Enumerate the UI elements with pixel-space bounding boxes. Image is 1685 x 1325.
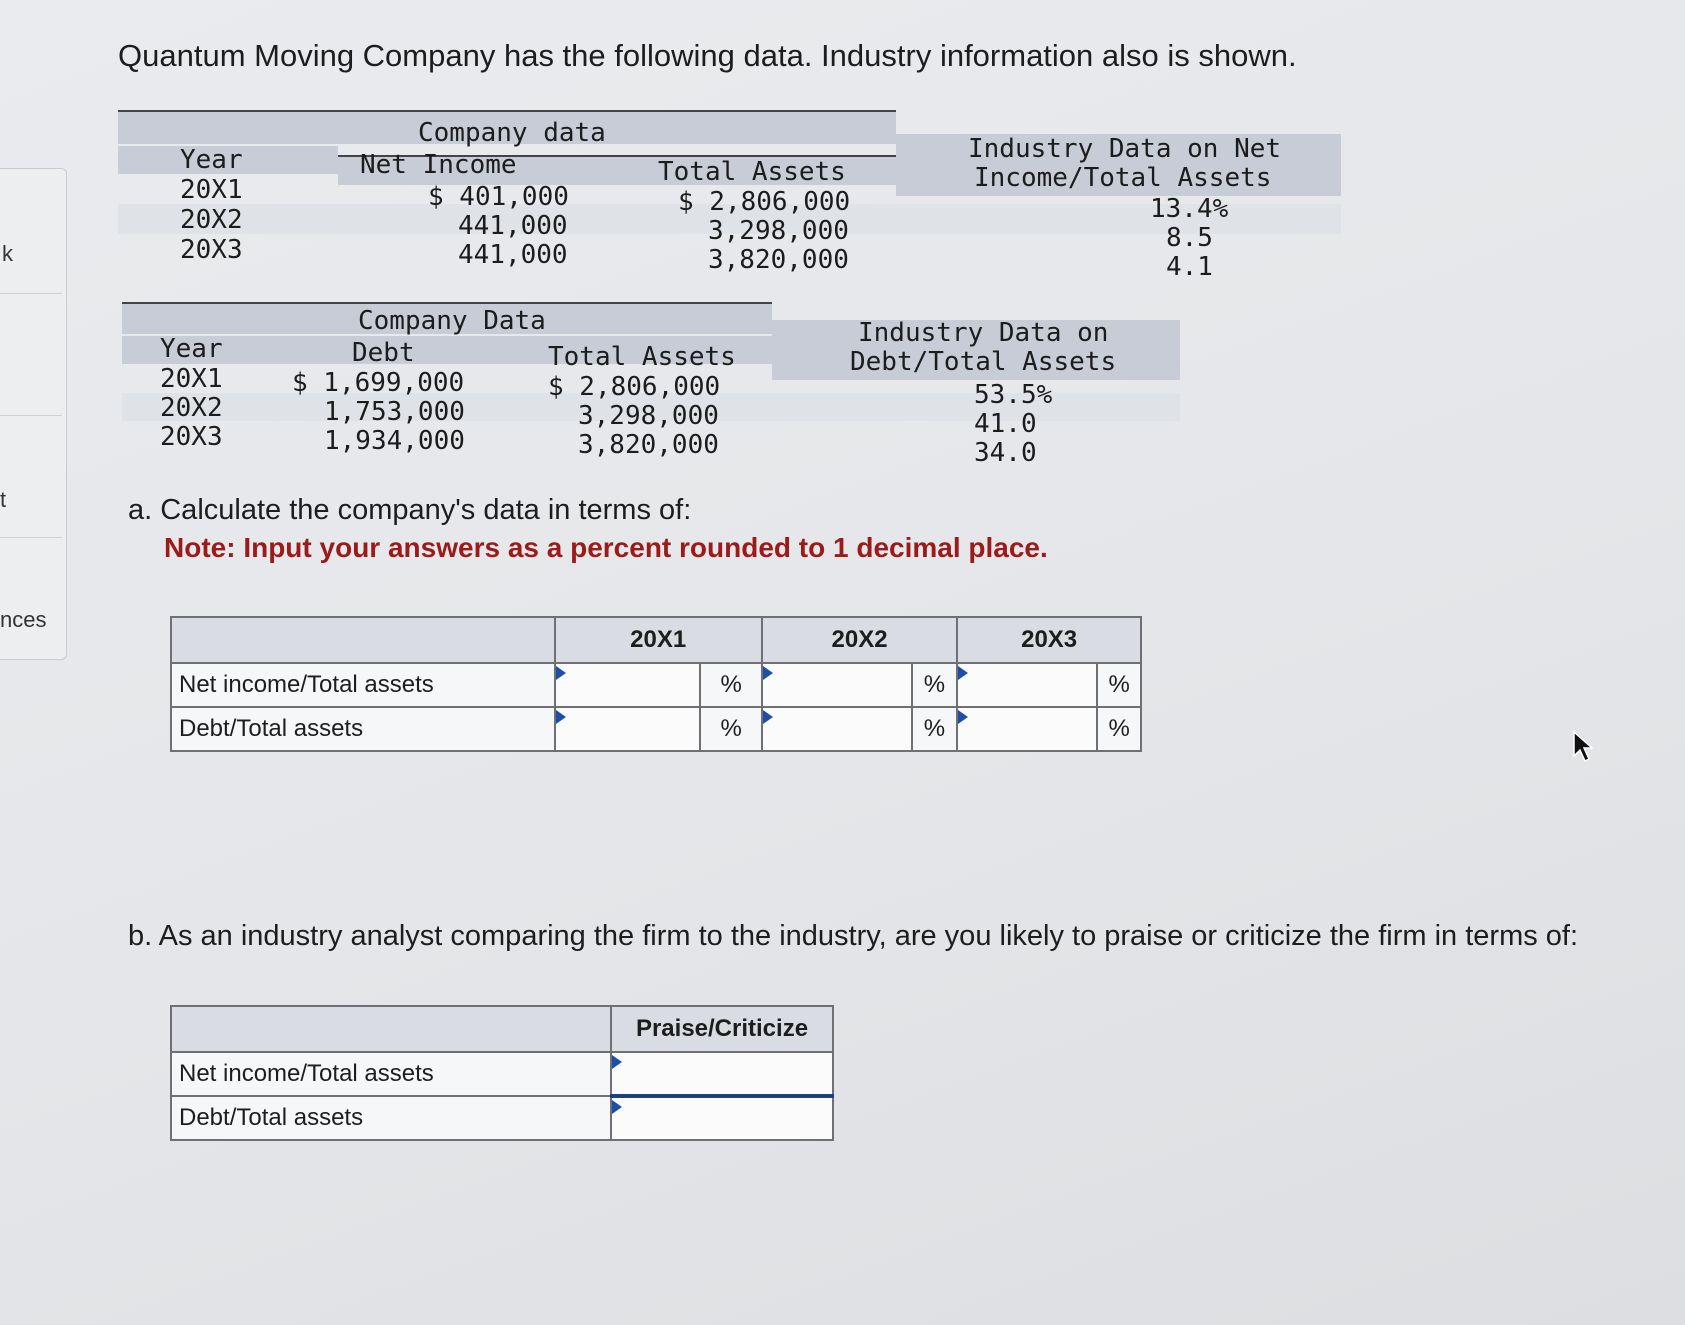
- answer-cell[interactable]: [611, 1052, 833, 1096]
- answer-cell[interactable]: [957, 663, 1097, 707]
- flag-marker-icon: [556, 666, 566, 680]
- total-assets-header: Total Assets: [548, 342, 736, 372]
- answer-cell[interactable]: [555, 663, 701, 707]
- row-label: Net income/Total assets: [171, 1052, 611, 1096]
- industry-header: Industry Data on: [858, 318, 1109, 348]
- part-a-note: Note: Input your answers as a percent rounded to 1 decimal place.: [164, 532, 1048, 563]
- debt-cell: 1,753,000: [324, 397, 465, 427]
- year-cell: 20X1: [180, 175, 243, 205]
- ratio-answer-table: [170, 616, 1142, 752]
- flag-marker-icon: [763, 666, 773, 680]
- total-assets-cell: 3,820,000: [578, 430, 719, 460]
- debt-total-assets-praise-criticize-select[interactable]: [612, 1099, 836, 1139]
- sidebar-divider: [0, 415, 62, 416]
- flag-marker-icon: [763, 710, 773, 724]
- flag-marker-icon: [612, 1055, 622, 1069]
- net-income-total-assets-20x2-input[interactable]: [763, 665, 915, 705]
- industry-header: Debt/Total Assets: [850, 347, 1117, 377]
- part-b-question: b. As an industry analyst comparing the firm to the industry, are you likely to praise or criticize the firm in terms of:: [128, 920, 1579, 952]
- debt-cell: 1,934,000: [324, 426, 465, 456]
- industry-cell: 53.5%: [974, 380, 1053, 410]
- row-label: Debt/Total assets: [171, 707, 555, 751]
- col-header-20x3: 20X3: [957, 617, 1141, 663]
- industry-cell: 13.4%: [1150, 194, 1229, 224]
- total-assets-cell: $ 2,806,000: [548, 372, 721, 402]
- net-income-cell: $ 401,000: [428, 182, 569, 212]
- net-income-total-assets-20x3-input[interactable]: [958, 665, 1100, 705]
- net-income-header: Net Income: [360, 150, 517, 180]
- row-label: Net income/Total assets: [171, 663, 555, 707]
- year-cell: 20X2: [180, 205, 243, 235]
- total-assets-cell: $ 2,806,000: [678, 187, 851, 217]
- flag-marker-icon: [958, 710, 968, 724]
- debt-header: Debt: [352, 338, 415, 368]
- col-header-praise-criticize: Praise/Criticize: [611, 1006, 833, 1052]
- industry-cell: 8.5: [1166, 223, 1213, 253]
- flag-marker-icon: [612, 1100, 622, 1114]
- percent-unit: %: [700, 663, 761, 707]
- debt-total-assets-20x1-input[interactable]: [556, 709, 704, 749]
- row-label: Debt/Total assets: [171, 1096, 611, 1140]
- total-assets-header: Total Assets: [658, 157, 846, 187]
- col-header-20x2: 20X2: [762, 617, 957, 663]
- net-income-cell: 441,000: [458, 211, 568, 241]
- answer-cell[interactable]: [555, 707, 701, 751]
- industry-cell: 4.1: [1166, 252, 1213, 282]
- company-data-header: Company Data: [358, 306, 546, 336]
- year-header: Year: [160, 334, 223, 364]
- percent-unit: %: [1097, 663, 1141, 707]
- flag-marker-icon: [556, 710, 566, 724]
- sidebar-divider: [0, 537, 62, 538]
- sidebar-divider: [0, 293, 62, 294]
- percent-unit: %: [700, 707, 761, 751]
- net-income-total-assets-praise-criticize-select[interactable]: [612, 1054, 836, 1094]
- company-data-header: Company data: [418, 118, 606, 148]
- problem-statement: Quantum Moving Company has the following data. Industry information also is shown.: [118, 38, 1297, 73]
- industry-cell: 41.0: [974, 409, 1037, 439]
- header-blank: [171, 1006, 611, 1052]
- year-cell: 20X3: [160, 422, 223, 452]
- net-income-cell: 441,000: [458, 240, 568, 270]
- praise-criticize-table: [170, 1005, 834, 1141]
- debt-cell: $ 1,699,000: [292, 368, 465, 398]
- total-assets-cell: 3,820,000: [708, 245, 849, 275]
- part-a-question: a. Calculate the company's data in terms of:: [128, 494, 692, 526]
- answer-cell[interactable]: [762, 707, 912, 751]
- sidebar-item-fragment[interactable]: k: [2, 241, 13, 266]
- answer-cell[interactable]: [957, 707, 1097, 751]
- industry-header: Income/Total Assets: [974, 163, 1272, 193]
- percent-unit: %: [912, 663, 958, 707]
- year-cell: 20X1: [160, 364, 223, 394]
- sidebar-item-fragment[interactable]: nces: [0, 607, 47, 632]
- flag-marker-icon: [958, 666, 968, 680]
- percent-unit: %: [912, 707, 958, 751]
- net-income-total-assets-20x1-input[interactable]: [556, 665, 704, 705]
- year-header: Year: [180, 145, 243, 175]
- industry-cell: 34.0: [974, 438, 1037, 468]
- answer-cell[interactable]: [611, 1096, 833, 1140]
- percent-unit: %: [1097, 707, 1141, 751]
- mouse-pointer-icon: [1572, 730, 1596, 764]
- industry-header: Industry Data on Net: [968, 134, 1282, 164]
- answer-cell[interactable]: [762, 663, 912, 707]
- sidebar-item-fragment[interactable]: t: [0, 487, 7, 512]
- year-cell: 20X3: [180, 235, 243, 265]
- total-assets-cell: 3,298,000: [578, 401, 719, 431]
- debt-total-assets-20x2-input[interactable]: [763, 709, 915, 749]
- left-sidebar: [0, 168, 67, 660]
- debt-total-assets-20x3-input[interactable]: [958, 709, 1100, 749]
- header-blank: [171, 617, 555, 663]
- year-cell: 20X2: [160, 393, 223, 423]
- total-assets-cell: 3,298,000: [708, 216, 849, 246]
- col-header-20x1: 20X1: [555, 617, 762, 663]
